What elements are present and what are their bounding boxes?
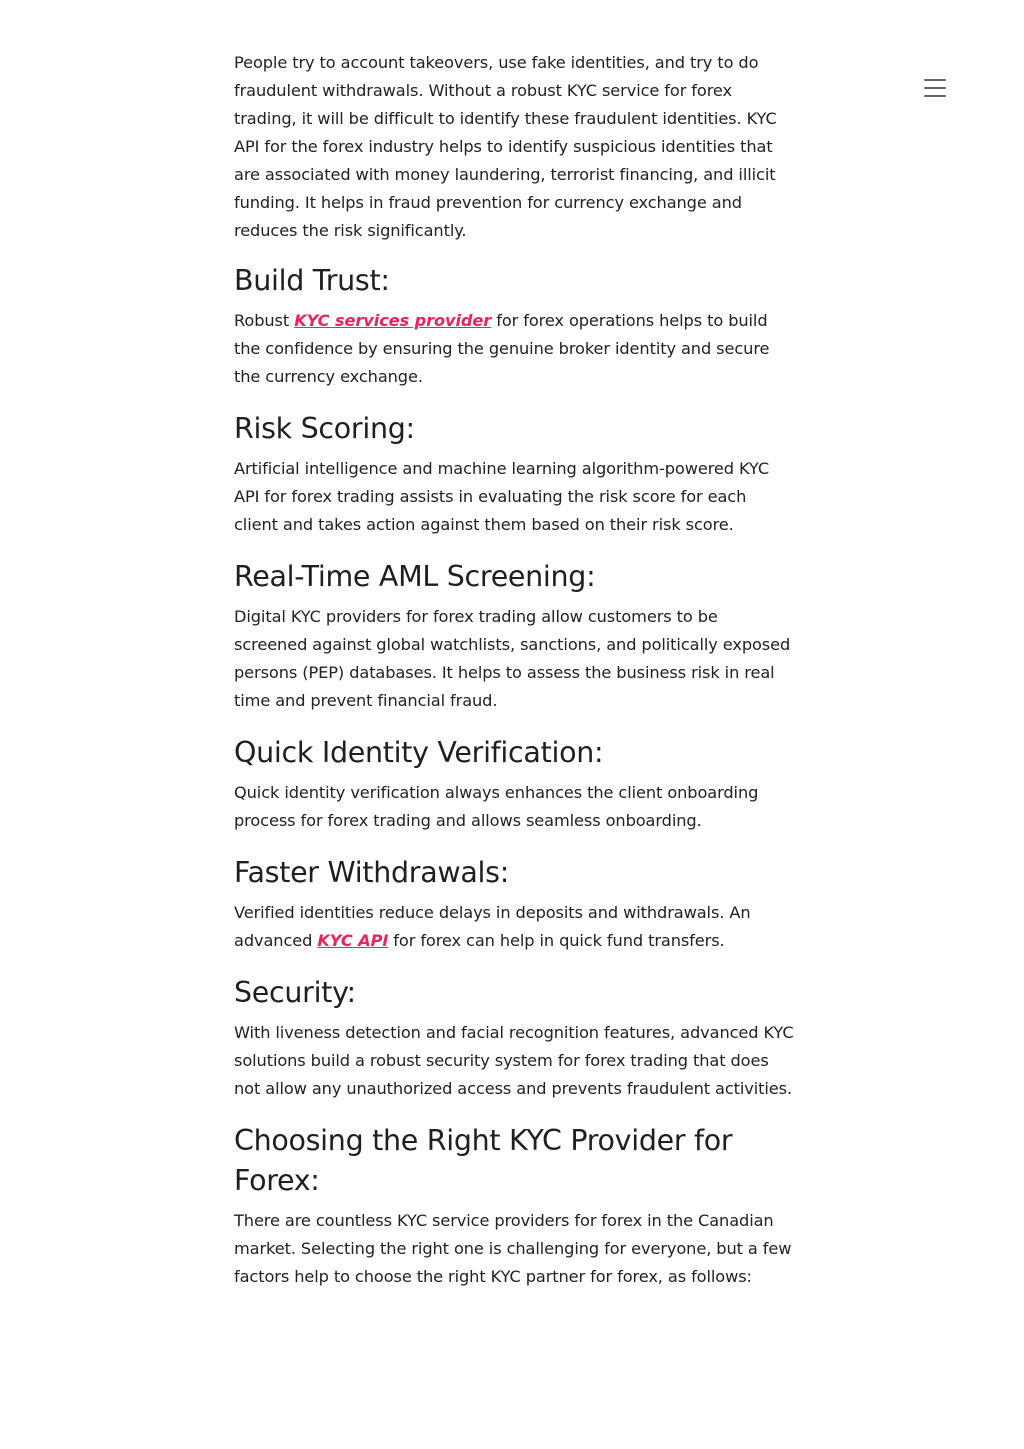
article-content bbox=[234, 49, 794, 1291]
heading-aml-screening: Real-Time AML Screening: bbox=[234, 560, 596, 593]
text-segment: for forex can help in quick fund transfers. bbox=[388, 931, 725, 950]
paragraph-security: With liveness detection and facial recognition features, advanced KYC solutions build a robust security system for forex trading that does not allow any unauthorized access and prevents fraudulent activities. bbox=[234, 1023, 794, 1098]
paragraph-aml-screening: Digital KYC providers for forex trading allow customers to be screened against global watchlists, sanctions, and politically exposed persons (PEP) databases. It helps to assess the business risk in real time and prevent financial fraud. bbox=[234, 607, 791, 710]
hamburger-menu-icon-bar bbox=[924, 95, 946, 97]
link-kyc-api[interactable]: KYC API bbox=[317, 931, 389, 950]
heading-quick-identity-verification: Quick Identity Verification: bbox=[234, 736, 604, 769]
heading-security: Security: bbox=[234, 976, 356, 1009]
hamburger-menu-button[interactable] bbox=[920, 76, 950, 102]
heading-build-trust: Build Trust: bbox=[234, 264, 390, 297]
text-segment: Verified identities reduce delays in deposits and withdrawals. An advanced bbox=[234, 903, 751, 950]
text-segment: for forex operations helps to build the confidence by ensuring the genuine broker identity and secure the currency exchange. bbox=[234, 311, 770, 386]
heading-faster-withdrawals: Faster Withdrawals: bbox=[234, 856, 510, 889]
hamburger-menu-icon bbox=[924, 79, 946, 81]
heading-risk-scoring: Risk Scoring: bbox=[234, 412, 415, 445]
paragraph-quick-identity-verification: Quick identity verification always enhances the client onboarding process for forex trading and allows seamless onboarding. bbox=[234, 783, 759, 830]
link-kyc-services-provider[interactable]: KYC services provider bbox=[294, 311, 492, 330]
paragraph-choosing-kyc-provider: There are countless KYC service providers for forex in the Canadian market. Selecting the right one is challenging for everyone, but a few factors help to choose the right KYC partner for forex, as follows: bbox=[234, 1211, 792, 1286]
hamburger-menu-icon-bar bbox=[924, 87, 946, 89]
text-segment: Robust bbox=[234, 311, 295, 330]
paragraph-faster-withdrawals bbox=[234, 899, 794, 955]
heading-choosing-kyc-provider: Choosing the Right KYC Provider for Forex: bbox=[234, 1124, 733, 1197]
paragraph-risk-scoring: Artificial intelligence and machine learning algorithm-powered KYC API for forex trading assists in evaluating the risk score for each client and takes action against them based on their risk score. bbox=[234, 459, 770, 534]
intro-paragraph: People try to account takeovers, use fake identities, and try to do fraudulent withdrawals. Without a robust KYC service for forex trading, it will be difficult to identify these fraudulent identities. KYC API for the forex industry helps to identify suspicious identities that are associated with money laundering, terrorist financing, and illicit funding. It helps in fraud prevention for currency exchange and reduces the risk significantly. bbox=[234, 53, 777, 240]
paragraph-build-trust bbox=[234, 307, 794, 391]
